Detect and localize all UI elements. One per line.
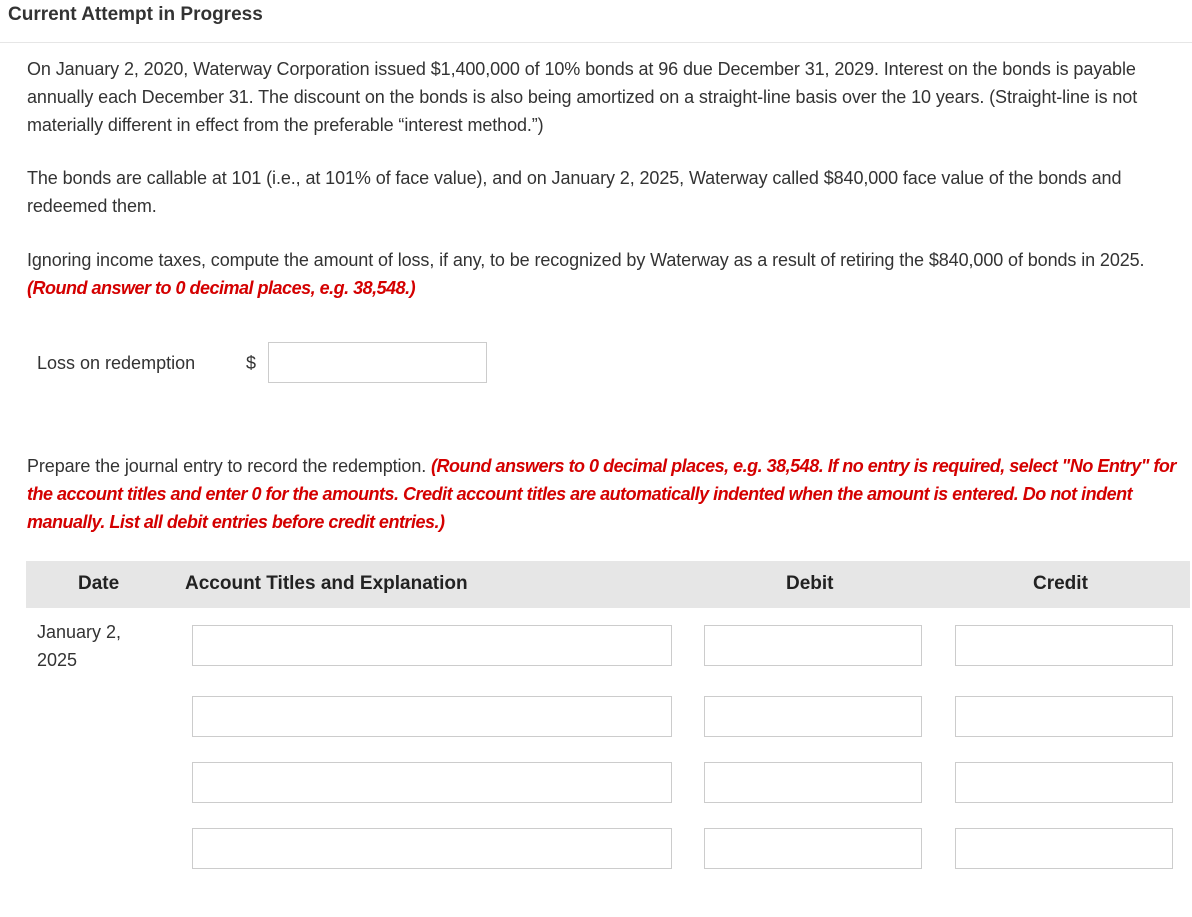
debit-input-1[interactable] (704, 625, 922, 666)
account-title-input-3[interactable] (192, 762, 672, 803)
column-header-debit: Debit (786, 573, 834, 594)
account-title-input-1[interactable] (192, 625, 672, 666)
column-header-account: Account Titles and Explanation (185, 573, 468, 594)
debit-input-2[interactable] (704, 696, 922, 737)
credit-input-1[interactable] (955, 625, 1173, 666)
loss-input[interactable] (268, 342, 487, 383)
credit-input-3[interactable] (955, 762, 1173, 803)
credit-input-4[interactable] (955, 828, 1173, 869)
journal-instruction: (Round answers to 0 decimal places, e.g. 38,548. If no entry is required, select "No Entry" for the account titles and enter 0 for the amounts. Credit account titles are automatically indented when the amount is entered. Do not indent manually. List all debit entries before credit entries.) (27, 456, 1176, 532)
journal-instructions (27, 452, 1177, 536)
debit-input-4[interactable] (704, 828, 922, 869)
problem-paragraph-3 (27, 246, 1177, 302)
journal-prompt: Prepare the journal entry to record the redemption. (27, 456, 427, 476)
account-title-input-4[interactable] (192, 828, 672, 869)
journal-table-header (26, 561, 1190, 608)
problem-paragraph-1: On January 2, 2020, Waterway Corporation issued $1,400,000 of 10% bonds at 96 due December 31, 2029. Interest on the bonds is payable annually each December 31. The discount on the bonds is also being amortized on a straight-line basis over the 10 years. (Straight-line is not materially different in effect from the preferable “interest method.”) (27, 59, 1138, 135)
header-title: Current Attempt in Progress (8, 4, 263, 25)
entry-date-line-2: 2025 (37, 650, 78, 670)
debit-input-3[interactable] (704, 762, 922, 803)
credit-input-2[interactable] (955, 696, 1173, 737)
account-title-input-2[interactable] (192, 696, 672, 737)
column-header-date: Date (78, 573, 120, 594)
entry-date-line-1: January 2, (37, 622, 122, 642)
loss-label: Loss on redemption (37, 353, 196, 373)
attempt-header (0, 0, 1192, 43)
loss-question-text: Ignoring income taxes, compute the amount of loss, if any, to be recognized by Waterway as a result of retiring the $840,000 of bonds in 2025. (27, 250, 1145, 270)
column-header-credit: Credit (1033, 573, 1088, 594)
problem-paragraph-2: The bonds are callable at 101 (i.e., at 101% of face value), and on January 2, 2025, Waterway called $840,000 face value of the bonds and redeemed them. (27, 168, 1122, 216)
rounding-instruction: (Round answer to 0 decimal places, e.g. 38,548.) (27, 278, 416, 298)
dollar-sign: $ (246, 353, 257, 373)
entry-date (37, 618, 121, 674)
